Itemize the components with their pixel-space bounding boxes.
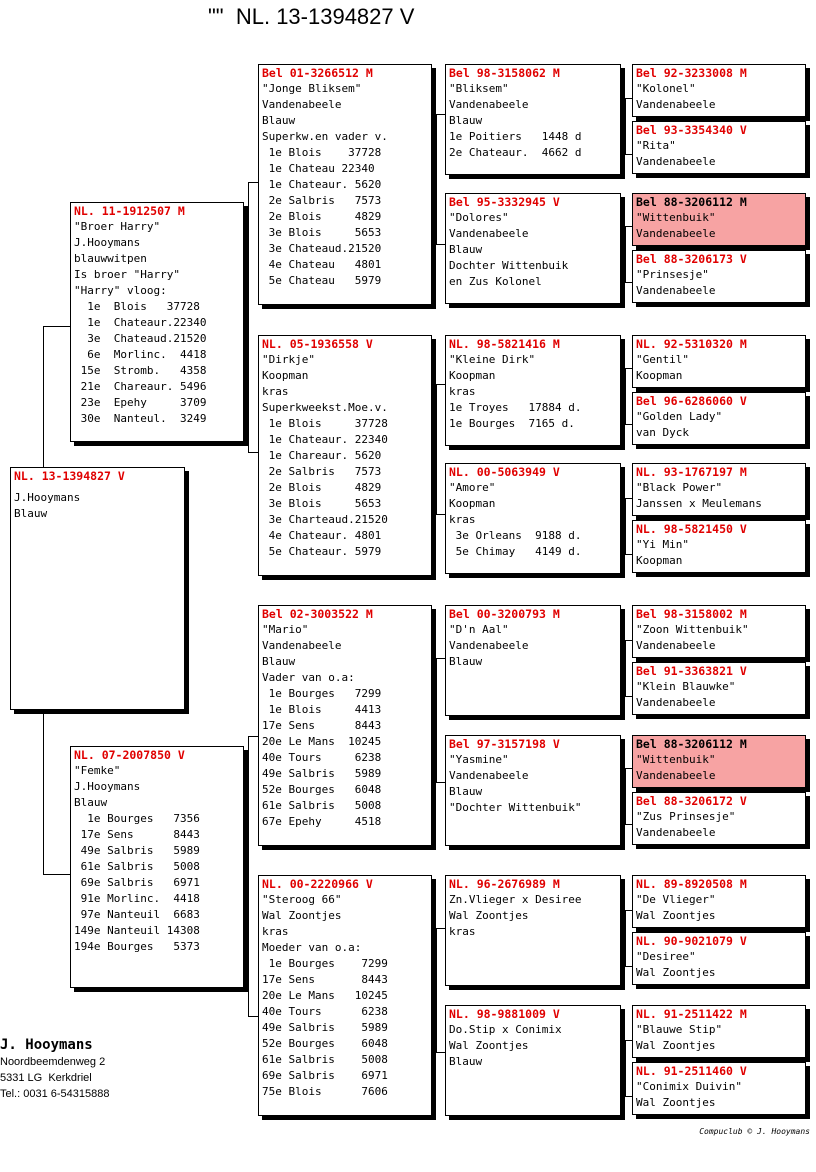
pigeon-info-line: Koopman bbox=[636, 554, 683, 567]
pigeon-info-line: 3e Chateaud.21520 bbox=[262, 242, 382, 255]
connector bbox=[625, 1040, 626, 1096]
connector bbox=[248, 452, 258, 453]
pigeon-info-line: Moeder van o.a: bbox=[262, 941, 362, 954]
connector bbox=[436, 658, 437, 782]
pigeon-name: Zn.Vlieger x Desiree bbox=[449, 893, 582, 906]
ring-number: NL. 90-9021079 V bbox=[636, 934, 747, 948]
pigeon-info-line: van Dyck bbox=[636, 426, 689, 439]
pigeon-info-line: Blauw bbox=[449, 785, 483, 798]
connector bbox=[436, 114, 445, 115]
pigeon-info-line: Vandenabeele bbox=[449, 769, 529, 782]
ring-number: NL. 00-5063949 V bbox=[449, 465, 560, 479]
ring-number: Bel 96-6286060 V bbox=[636, 394, 747, 408]
pigeon-name: "Jonge Bliksem" bbox=[262, 82, 362, 95]
pigeon-info-line: Vandenabeele bbox=[636, 696, 716, 709]
pigeon-name: "Bliksem" bbox=[449, 82, 509, 95]
pigeon-info-line: 2e Chateaur. 4662 d bbox=[449, 146, 582, 159]
pedigree-gen4-2[interactable] bbox=[632, 121, 806, 174]
pedigree-gen4-4[interactable] bbox=[632, 250, 806, 303]
connector bbox=[248, 736, 258, 737]
connector bbox=[625, 226, 632, 227]
pigeon-info-line: 2e Blois 4829 bbox=[262, 481, 382, 494]
pigeon-info-line: 75e Blois 7606 bbox=[262, 1085, 388, 1098]
pigeon-info-line: 1e Chateaur. 22340 bbox=[262, 433, 388, 446]
pigeon-info-line: 194e Bourges 5373 bbox=[74, 940, 200, 953]
pigeon-name: "Black Power" bbox=[636, 481, 723, 494]
pigeon-info-line: 2e Blois 4829 bbox=[262, 210, 382, 223]
pigeon-info-line: Blauw bbox=[449, 1055, 483, 1068]
pigeon-info-line: 69e Salbris 6971 bbox=[262, 1069, 388, 1082]
pedigree-sire-sire[interactable] bbox=[258, 64, 432, 305]
ring-number: NL. 93-1767197 M bbox=[636, 465, 747, 479]
ring-number: Bel 01-3266512 M bbox=[262, 66, 373, 80]
pigeon-info-line: 30e Nanteul. 3249 bbox=[74, 412, 207, 425]
pigeon-info-line: 17e Sens 8443 bbox=[262, 719, 382, 732]
pigeon-info-line: Superkweekst.Moe.v. bbox=[262, 401, 388, 414]
pigeon-info-line: en Zus Kolonel bbox=[449, 275, 542, 288]
pigeon-name: "Desiree" bbox=[636, 950, 696, 963]
pigeon-info-line: Wal Zoontjes bbox=[449, 909, 529, 922]
pigeon-name: "Conimix Duivin" bbox=[636, 1080, 742, 1093]
pigeon-info-line: 1e Blois 37728 bbox=[262, 146, 382, 159]
pedigree-dam[interactable] bbox=[70, 746, 244, 988]
pedigree-gen4-14[interactable] bbox=[632, 932, 806, 985]
owner-phone: Tel.: 0031 6-54315888 bbox=[0, 1088, 110, 1100]
pigeon-info-line: 61e Salbris 5008 bbox=[262, 1053, 388, 1066]
pigeon-info-line: 2e Salbris 7573 bbox=[262, 465, 382, 478]
page-title: "" NL. 13-1394827 V bbox=[208, 4, 415, 29]
pigeon-info-line: 2e Salbris 7573 bbox=[262, 194, 382, 207]
pigeon-info-line: Wal Zoontjes bbox=[636, 1039, 716, 1052]
ring-number: Bel 88-3206173 V bbox=[636, 252, 747, 266]
pedigree-subject[interactable] bbox=[10, 467, 185, 710]
pigeon-info-line: 1e Chateaur.22340 bbox=[74, 316, 207, 329]
ring-number: Bel 00-3200793 M bbox=[449, 607, 560, 621]
ring-number: NL. 91-2511422 M bbox=[636, 1007, 747, 1021]
pedigree-gen3-sdd[interactable] bbox=[445, 463, 621, 574]
pigeon-info-line: J.Hooymans bbox=[74, 780, 141, 793]
pedigree-gen4-7[interactable] bbox=[632, 463, 806, 516]
pigeon-info-line: Wal Zoontjes bbox=[449, 1039, 529, 1052]
pigeon-info-line: Is broer "Harry" bbox=[74, 268, 180, 281]
connector bbox=[625, 910, 632, 911]
pigeon-name: "Broer Harry" bbox=[74, 220, 161, 233]
pigeon-info-line: 67e Epehy 4518 bbox=[262, 815, 382, 828]
pigeon-info-line: Vader van o.a: bbox=[262, 671, 355, 684]
connector bbox=[625, 368, 626, 424]
pigeon-info-line: 20e Le Mans 10245 bbox=[262, 989, 388, 1002]
pigeon-info-line: kras bbox=[449, 925, 476, 938]
connector bbox=[625, 640, 632, 641]
connector bbox=[436, 782, 445, 783]
pigeon-info-line: 1e Bourges 7299 bbox=[262, 687, 382, 700]
pigeon-name: "Zoon Wittenbuik" bbox=[636, 623, 749, 636]
pedigree-dam-sire[interactable] bbox=[258, 605, 432, 846]
ring-number: NL. 13-1394827 V bbox=[14, 469, 125, 483]
pigeon-info-line: Vandenabeele bbox=[449, 227, 529, 240]
pigeon-info-line: 52e Bourges 6048 bbox=[262, 1037, 388, 1050]
connector bbox=[625, 768, 626, 824]
pedigree-gen4-16[interactable] bbox=[632, 1062, 806, 1115]
ring-number: Bel 88-3206112 M bbox=[636, 737, 747, 751]
connector bbox=[248, 1016, 258, 1017]
pedigree-gen4-13[interactable] bbox=[632, 875, 806, 928]
pigeon-info-line: Blauw bbox=[262, 655, 296, 668]
pigeon-info-line: Wal Zoontjes bbox=[636, 909, 716, 922]
pigeon-info-line: Dochter Wittenbuik bbox=[449, 259, 569, 272]
connector bbox=[43, 326, 70, 327]
pedigree-gen4-9[interactable] bbox=[632, 605, 806, 658]
pigeon-info-line: Vandenabeele bbox=[636, 155, 716, 168]
pigeon-info-line: Vandenabeele bbox=[262, 98, 342, 111]
owner-address-line: 5331 LG Kerkdriel bbox=[0, 1072, 92, 1084]
pedigree-gen3-ssd[interactable] bbox=[445, 193, 621, 304]
pigeon-name: "Kleine Dirk" bbox=[449, 353, 536, 366]
connector bbox=[436, 1052, 445, 1053]
pigeon-info-line: 21e Chareaur. 5496 bbox=[74, 380, 207, 393]
pigeon-info-line: Superkw.en vader v. bbox=[262, 130, 388, 143]
connector bbox=[436, 384, 445, 385]
pigeon-info-line: 3e Charteaud.21520 bbox=[262, 513, 388, 526]
connector bbox=[625, 98, 632, 99]
pigeon-info-line: Blauw bbox=[449, 114, 483, 127]
pedigree-gen4-5[interactable] bbox=[632, 335, 806, 388]
connector bbox=[625, 966, 632, 967]
connector bbox=[436, 928, 437, 1052]
pigeon-info-line: 23e Epehy 3709 bbox=[74, 396, 207, 409]
connector bbox=[436, 244, 445, 245]
pigeon-info-line: 3e Chateaud.21520 bbox=[74, 332, 207, 345]
pigeon-info-line: 1e Chateau 22340 bbox=[262, 162, 375, 175]
ring-number: Bel 93-3354340 V bbox=[636, 123, 747, 137]
pigeon-info-line: Vandenabeele bbox=[262, 639, 342, 652]
pigeon-info-line: 61e Salbris 5008 bbox=[74, 860, 200, 873]
pigeon-info-line: 3e Blois 5653 bbox=[262, 497, 382, 510]
pigeon-info-line: Vandenabeele bbox=[636, 769, 716, 782]
ring-number: Bel 91-3363821 V bbox=[636, 664, 747, 678]
ring-number: NL. 98-5821450 V bbox=[636, 522, 747, 536]
pigeon-info-line: Wal Zoontjes bbox=[636, 966, 716, 979]
pigeon-info-line: Koopman bbox=[262, 369, 309, 382]
pigeon-name: "Gentil" bbox=[636, 353, 689, 366]
pigeon-info-line: 61e Salbris 5008 bbox=[262, 799, 382, 812]
pigeon-info-line: "Harry" vloog: bbox=[74, 284, 167, 297]
ring-number: Bel 88-3206172 V bbox=[636, 794, 747, 808]
ring-number: Bel 88-3206112 M bbox=[636, 195, 747, 209]
pigeon-info-line: J.Hooymans bbox=[74, 236, 141, 249]
pigeon-info-line: Vandenabeele bbox=[636, 98, 716, 111]
pedigree-gen3-dsd[interactable] bbox=[445, 735, 621, 846]
pigeon-info-line: Vandenabeele bbox=[636, 639, 716, 652]
ring-number: NL. 91-2511460 V bbox=[636, 1064, 747, 1078]
pigeon-info-line: Koopman bbox=[636, 369, 683, 382]
ring-number: NL. 98-5821416 M bbox=[449, 337, 560, 351]
pigeon-info-line: 1e Troyes 17884 d. bbox=[449, 401, 582, 414]
pigeon-info-line: 49e Salbris 5989 bbox=[262, 1021, 388, 1034]
pigeon-info-line: 1e Blois 37728 bbox=[74, 300, 200, 313]
pedigree-gen4-15[interactable] bbox=[632, 1005, 806, 1058]
pigeon-name: "Kolonel" bbox=[636, 82, 696, 95]
pigeon-name: "Dirkje" bbox=[262, 353, 315, 366]
connector bbox=[43, 326, 44, 468]
connector bbox=[436, 114, 437, 244]
connector bbox=[625, 910, 626, 966]
pigeon-info-line: 4e Chateaur. 4801 bbox=[262, 529, 382, 542]
pigeon-name: "Yi Min" bbox=[636, 538, 689, 551]
pigeon-info-line: 3e Orleans 9188 d. bbox=[449, 529, 582, 542]
pigeon-info-line: 1e Chateaur. 5620 bbox=[262, 178, 382, 191]
pigeon-name: "Mario" bbox=[262, 623, 309, 636]
connector bbox=[625, 696, 632, 697]
connector bbox=[248, 182, 258, 183]
ring-number: NL. 98-9881009 V bbox=[449, 1007, 560, 1021]
connector bbox=[625, 1040, 632, 1041]
pigeon-name: "Blauwe Stip" bbox=[636, 1023, 723, 1036]
pigeon-info-line: 20e Le Mans 10245 bbox=[262, 735, 382, 748]
connector bbox=[625, 368, 632, 369]
owner-address-line: Noordbeemdenweg 2 bbox=[0, 1056, 106, 1068]
pedigree-gen4-8[interactable] bbox=[632, 520, 806, 573]
pedigree-gen3-dss[interactable] bbox=[445, 605, 621, 716]
pigeon-name: "Klein Blauwke" bbox=[636, 680, 736, 693]
connector bbox=[625, 498, 626, 554]
pigeon-name: "Femke" bbox=[74, 764, 121, 777]
pedigree-gen3-sss[interactable] bbox=[445, 64, 621, 175]
pedigree-gen3-dds[interactable] bbox=[445, 875, 621, 986]
pigeon-name: "Rita" bbox=[636, 139, 676, 152]
pigeon-info-line: 15e Stromb. 4358 bbox=[74, 364, 207, 377]
pigeon-info-line: 1e Blois 37728 bbox=[262, 417, 388, 430]
ring-number: NL. 92-5310320 M bbox=[636, 337, 747, 351]
connector bbox=[625, 226, 626, 282]
ring-number: NL. 89-8920508 M bbox=[636, 877, 747, 891]
pigeon-info-line: 49e Salbris 5989 bbox=[262, 767, 382, 780]
pigeon-info-line: 69e Salbris 6971 bbox=[74, 876, 200, 889]
ring-number: NL. 11-1912507 M bbox=[74, 204, 185, 218]
ring-number: NL. 05-1936558 V bbox=[262, 337, 373, 351]
pigeon-info-line: "Dochter Wittenbuik" bbox=[449, 801, 582, 814]
pedigree-sire[interactable] bbox=[70, 202, 244, 442]
connector bbox=[625, 282, 632, 283]
ring-number: Bel 95-3332945 V bbox=[449, 195, 560, 209]
pigeon-info-line: blauwwitpen bbox=[74, 252, 147, 265]
pigeon-info-line: 52e Bourges 6048 bbox=[262, 783, 382, 796]
ring-number: Bel 92-3233008 M bbox=[636, 66, 747, 80]
pigeon-info-line: 6e Morlinc. 4418 bbox=[74, 348, 207, 361]
pigeon-name: "Zus Prinsesje" bbox=[636, 810, 736, 823]
pigeon-info-line: kras bbox=[262, 925, 289, 938]
pigeon-info-line: Blauw bbox=[449, 655, 483, 668]
pigeon-info-line: 97e Nanteuil 6683 bbox=[74, 908, 200, 921]
pigeon-info-line: Janssen x Meulemans bbox=[636, 497, 762, 510]
pigeon-info-line: kras bbox=[262, 385, 289, 398]
pigeon-info-line: 1e Bourges 7165 d. bbox=[449, 417, 575, 430]
ring-number: Bel 98-3158062 M bbox=[449, 66, 560, 80]
connector bbox=[625, 154, 632, 155]
pigeon-name: "Prinsesje" bbox=[636, 268, 709, 281]
pigeon-info-line: Wal Zoontjes bbox=[636, 1096, 716, 1109]
pigeon-name: "Dolores" bbox=[449, 211, 509, 224]
connector bbox=[43, 874, 70, 875]
pigeon-name: "Golden Lady" bbox=[636, 410, 723, 423]
pigeon-info-line: Blauw bbox=[14, 507, 48, 520]
pigeon-name: "D'n Aal" bbox=[449, 623, 509, 636]
connector bbox=[625, 640, 626, 696]
connector bbox=[43, 714, 44, 874]
ring-number: NL. 07-2007850 V bbox=[74, 748, 185, 762]
pigeon-info-line: 17e Sens 8443 bbox=[74, 828, 200, 841]
pigeon-info-line: 40e Tours 6238 bbox=[262, 751, 382, 764]
pigeon-info-line: Wal Zoontjes bbox=[262, 909, 342, 922]
pigeon-info-line: Blauw bbox=[74, 796, 108, 809]
pigeon-name: Do.Stip x Conimix bbox=[449, 1023, 562, 1036]
pedigree-sire-dam[interactable] bbox=[258, 335, 432, 576]
pigeon-info-line: 149e Nanteuil 14308 bbox=[74, 924, 200, 937]
connector bbox=[625, 424, 632, 425]
ring-number: Bel 02-3003522 M bbox=[262, 607, 373, 621]
pigeon-info-line: 5e Chimay 4149 d. bbox=[449, 545, 582, 558]
pigeon-name: "Wittenbuik" bbox=[636, 753, 716, 766]
connector bbox=[436, 514, 445, 515]
connector bbox=[625, 498, 632, 499]
pigeon-info-line: Blauw bbox=[449, 243, 483, 256]
connector bbox=[436, 658, 445, 659]
pedigree-gen4-1[interactable] bbox=[632, 64, 806, 117]
pigeon-info-line: 5e Chateau 5979 bbox=[262, 274, 382, 287]
connector bbox=[248, 736, 249, 1016]
pedigree-gen4-3[interactable] bbox=[632, 193, 806, 246]
pigeon-info-line: Vandenabeele bbox=[449, 98, 529, 111]
pigeon-info-line: 1e Blois 4413 bbox=[262, 703, 382, 716]
pigeon-info-line: kras bbox=[449, 513, 476, 526]
pigeon-info-line: 1e Bourges 7356 bbox=[74, 812, 200, 825]
pigeon-name: "Steroog 66" bbox=[262, 893, 342, 906]
ring-number: Bel 97-3157198 V bbox=[449, 737, 560, 751]
pigeon-name: "Wittenbuik" bbox=[636, 211, 716, 224]
pigeon-info-line: 5e Chateaur. 5979 bbox=[262, 545, 382, 558]
pigeon-info-line: Vandenabeele bbox=[449, 639, 529, 652]
pigeon-info-line: Blauw bbox=[262, 114, 296, 127]
ring-number: NL. 96-2676989 M bbox=[449, 877, 560, 891]
owner-name: J. Hooymans bbox=[0, 1037, 93, 1053]
connector bbox=[625, 824, 632, 825]
pigeon-info-line: 49e Salbris 5989 bbox=[74, 844, 200, 857]
connector bbox=[436, 928, 445, 929]
credit-footer: Compuclub © J. Hooymans bbox=[699, 1127, 810, 1136]
pigeon-info-line: 40e Tours 6238 bbox=[262, 1005, 388, 1018]
pigeon-info-line: Vandenabeele bbox=[636, 227, 716, 240]
pedigree-gen4-11[interactable] bbox=[632, 735, 806, 788]
pedigree-gen3-sds[interactable] bbox=[445, 335, 621, 446]
pigeon-info-line: Vandenabeele bbox=[636, 284, 716, 297]
connector bbox=[625, 768, 632, 769]
connector bbox=[625, 1096, 632, 1097]
pigeon-info-line: Koopman bbox=[449, 369, 496, 382]
owner-block bbox=[0, 1036, 109, 1102]
pigeon-info-line: 91e Morlinc. 4418 bbox=[74, 892, 200, 905]
connector bbox=[436, 384, 437, 514]
pigeon-info-line: J.Hooymans bbox=[14, 491, 81, 504]
pigeon-info-line: 17e Sens 8443 bbox=[262, 973, 388, 986]
pedigree-gen4-10[interactable] bbox=[632, 662, 806, 715]
pigeon-info-line: Koopman bbox=[449, 497, 496, 510]
pigeon-info-line: kras bbox=[449, 385, 476, 398]
connector bbox=[625, 98, 626, 154]
pigeon-name: "De Vlieger" bbox=[636, 893, 716, 906]
pigeon-info-line: 1e Poitiers 1448 d bbox=[449, 130, 582, 143]
pigeon-name: "Amore" bbox=[449, 481, 496, 494]
connector bbox=[248, 182, 249, 452]
pigeon-info-line: Vandenabeele bbox=[636, 826, 716, 839]
pedigree-dam-dam[interactable] bbox=[258, 875, 432, 1116]
connector bbox=[625, 554, 632, 555]
ring-number: Bel 98-3158002 M bbox=[636, 607, 747, 621]
pigeon-info-line: 4e Chateau 4801 bbox=[262, 258, 382, 271]
pigeon-info-line: 3e Blois 5653 bbox=[262, 226, 382, 239]
pigeon-info-line: 1e Bourges 7299 bbox=[262, 957, 388, 970]
pedigree-gen4-12[interactable] bbox=[632, 792, 806, 845]
pedigree-gen4-6[interactable] bbox=[632, 392, 806, 445]
pigeon-info-line: 1e Chareaur. 5620 bbox=[262, 449, 382, 462]
pedigree-gen3-ddd[interactable] bbox=[445, 1005, 621, 1116]
ring-number: NL. 00-2220966 V bbox=[262, 877, 373, 891]
pigeon-name: "Yasmine" bbox=[449, 753, 509, 766]
